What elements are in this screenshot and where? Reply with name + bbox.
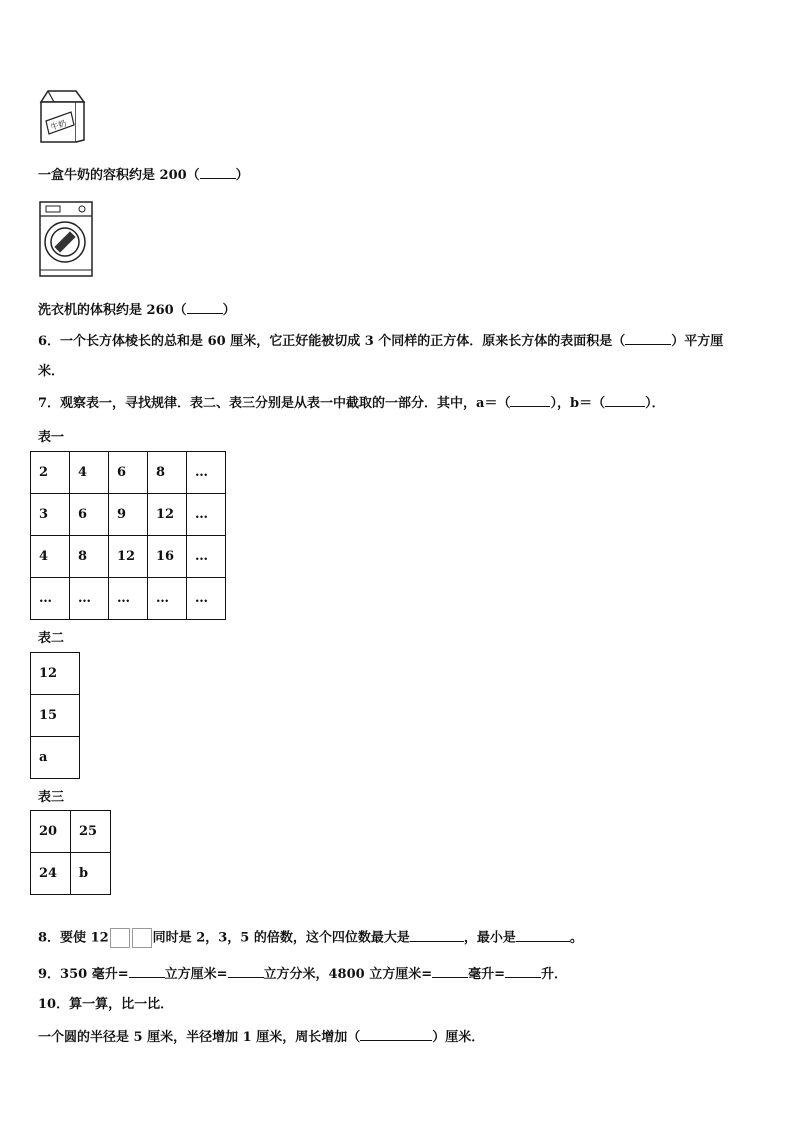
table-row (31, 811, 111, 853)
q9-blank-2[interactable] (228, 965, 264, 978)
table-2 (30, 652, 80, 779)
table-cell: 6 (70, 494, 109, 536)
table-cell: 4 (70, 452, 109, 494)
table-cell: … (31, 578, 70, 620)
q8-pre: 8．要使 12 (38, 930, 109, 946)
q9-p1: 9．350 毫升= (38, 967, 129, 982)
q6-text-line2: 米． (38, 364, 65, 379)
q8-mid: ，最小是 (463, 930, 516, 946)
table-row (31, 737, 80, 779)
q8-end: 。 (569, 930, 583, 946)
milk-close-paren: ） (235, 168, 249, 183)
q9-p4: 毫升= (468, 967, 506, 982)
table-row (31, 452, 226, 494)
table-cell: 4 (31, 536, 70, 578)
table-cell: 12 (148, 494, 187, 536)
digit-box-2[interactable] (132, 928, 152, 948)
question-10-text (38, 1028, 484, 1047)
q9-p2: 立方厘米= (164, 967, 228, 982)
table-row (31, 536, 226, 578)
table-cell: b (71, 853, 111, 895)
table-cell: … (187, 578, 226, 620)
washer-answer-blank[interactable] (187, 301, 223, 314)
table-1 (30, 451, 226, 620)
table-cell: … (109, 578, 148, 620)
table-cell: 2 (31, 452, 70, 494)
question-7-text (38, 394, 665, 413)
washing-machine-image (38, 198, 96, 278)
q10-title: 10．算一算，比一比． (38, 997, 174, 1012)
table-row (31, 578, 226, 620)
table-row (31, 853, 111, 895)
table-cell: 25 (71, 811, 111, 853)
question-5-milk (38, 166, 249, 185)
q9-blank-1[interactable] (129, 965, 165, 978)
table-cell: 12 (31, 653, 80, 695)
q7-text-b: ），b＝（ (550, 396, 606, 411)
table-cell: … (187, 494, 226, 536)
table-cell: 8 (148, 452, 187, 494)
question-5-washer (38, 301, 236, 320)
digit-box-1[interactable] (110, 928, 130, 948)
q9-p3: 立方分米，4800 立方厘米= (263, 967, 433, 982)
q9-blank-4[interactable] (505, 965, 541, 978)
table-cell: 16 (148, 536, 187, 578)
table-row (31, 695, 80, 737)
table3-title: 表三 (38, 790, 65, 805)
table-cell: 24 (31, 853, 71, 895)
question-9 (38, 965, 567, 984)
washer-close-paren: ） (222, 303, 236, 318)
milk-carton-image (38, 88, 88, 144)
q6-text-end: ）平方厘 (671, 334, 724, 349)
q7-a-blank[interactable] (510, 394, 550, 407)
table-row (31, 653, 80, 695)
question-6-line2 (38, 363, 64, 381)
table-cell: 20 (31, 811, 71, 853)
table-cell: … (148, 578, 187, 620)
question-6-line1 (38, 332, 723, 351)
q7-text-a: 7．观察表一，寻找规律．表二、表三分别是从表一中截取的一部分．其中，a＝（ (38, 396, 511, 411)
table2-title: 表二 (38, 631, 65, 646)
table-cell: 9 (109, 494, 148, 536)
q7-b-blank[interactable] (605, 394, 645, 407)
q10-text: 一个圆的半径是 5 厘米，半径增加 1 厘米，周长增加（ (38, 1030, 361, 1045)
q6-text: 6．一个长方体棱长的总和是 60 厘米，它正好能被切成 3 个同样的正方体．原来长方体的表面积是（ (38, 334, 626, 349)
milk-answer-blank[interactable] (200, 166, 236, 179)
q7-text-end: ）． (645, 396, 665, 411)
q6-answer-blank[interactable] (625, 332, 671, 345)
q9-blank-3[interactable] (432, 965, 468, 978)
q9-p5: 升． (541, 967, 568, 982)
table-cell: 12 (109, 536, 148, 578)
q10-end: ）厘米． (432, 1030, 485, 1045)
table-cell: 15 (31, 695, 80, 737)
question-10-title (38, 996, 173, 1014)
table-cell: a (31, 737, 80, 779)
question-8 (38, 928, 583, 948)
table-3 (30, 810, 111, 895)
table-row (31, 494, 226, 536)
table-cell: 8 (70, 536, 109, 578)
milk-text: 一盒牛奶的容积约是 200（ (38, 168, 200, 183)
table-cell: … (187, 452, 226, 494)
q8-min-blank[interactable] (516, 929, 570, 942)
washer-text: 洗衣机的体积约是 260（ (38, 303, 187, 318)
q10-answer-blank[interactable] (360, 1028, 432, 1041)
q8-post: 同时是 2，3，5 的倍数，这个四位数最大是 (152, 930, 410, 946)
table-cell: … (70, 578, 109, 620)
table-cell: 6 (109, 452, 148, 494)
table-cell: … (187, 536, 226, 578)
table1-title: 表一 (38, 430, 65, 445)
q8-max-blank[interactable] (410, 929, 464, 942)
table-cell: 3 (31, 494, 70, 536)
milk-carton-label: 牛奶 (49, 118, 68, 133)
